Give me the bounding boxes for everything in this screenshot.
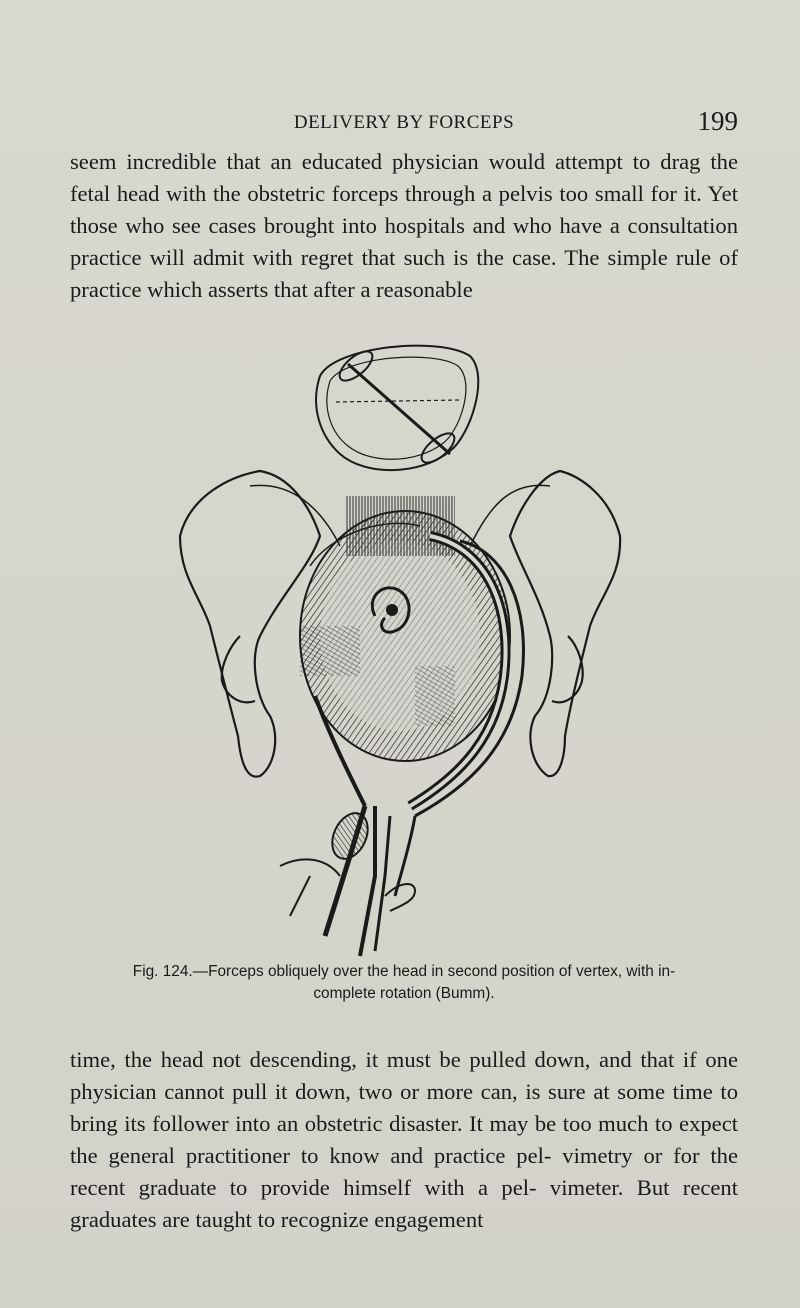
figure-caption — [70, 961, 738, 1005]
figure-illustration — [160, 336, 640, 958]
running-head — [70, 106, 738, 140]
inset-diagram — [316, 346, 478, 471]
pelvis-forceps-illustration-icon — [160, 336, 640, 958]
caption-line-1: Fig. 124.—Forceps obliquely over the head in second position of vertex, with in- — [132, 963, 676, 980]
caption-line-2: complete rotation (Bumm). — [313, 985, 495, 1002]
running-title: DELIVERY BY FORCEPS — [293, 112, 515, 133]
page-number: 199 — [697, 106, 738, 136]
paragraph-bottom: time, the head not descending, it must be pulled down, and that if one physician cannot pull it down, two or more can, is sure at some time to bring its follower into an obstetric disaster. It may be too much to expect the general practitioner to know and practice pel- vimetry or for the recent graduate to provide himself with a pel- vimeter. But recent graduates are taught to recognize engagement — [70, 1047, 738, 1232]
paragraph-top: seem incredible that an educated physician would attempt to drag the fetal head with the obstetric forceps through a pelvis too small for it. Yet those who see cases brought into hospitals and who have a consultation practice will admit with regret that such is the case. The simple rule of practice which asserts that after a reasonable — [70, 149, 738, 302]
